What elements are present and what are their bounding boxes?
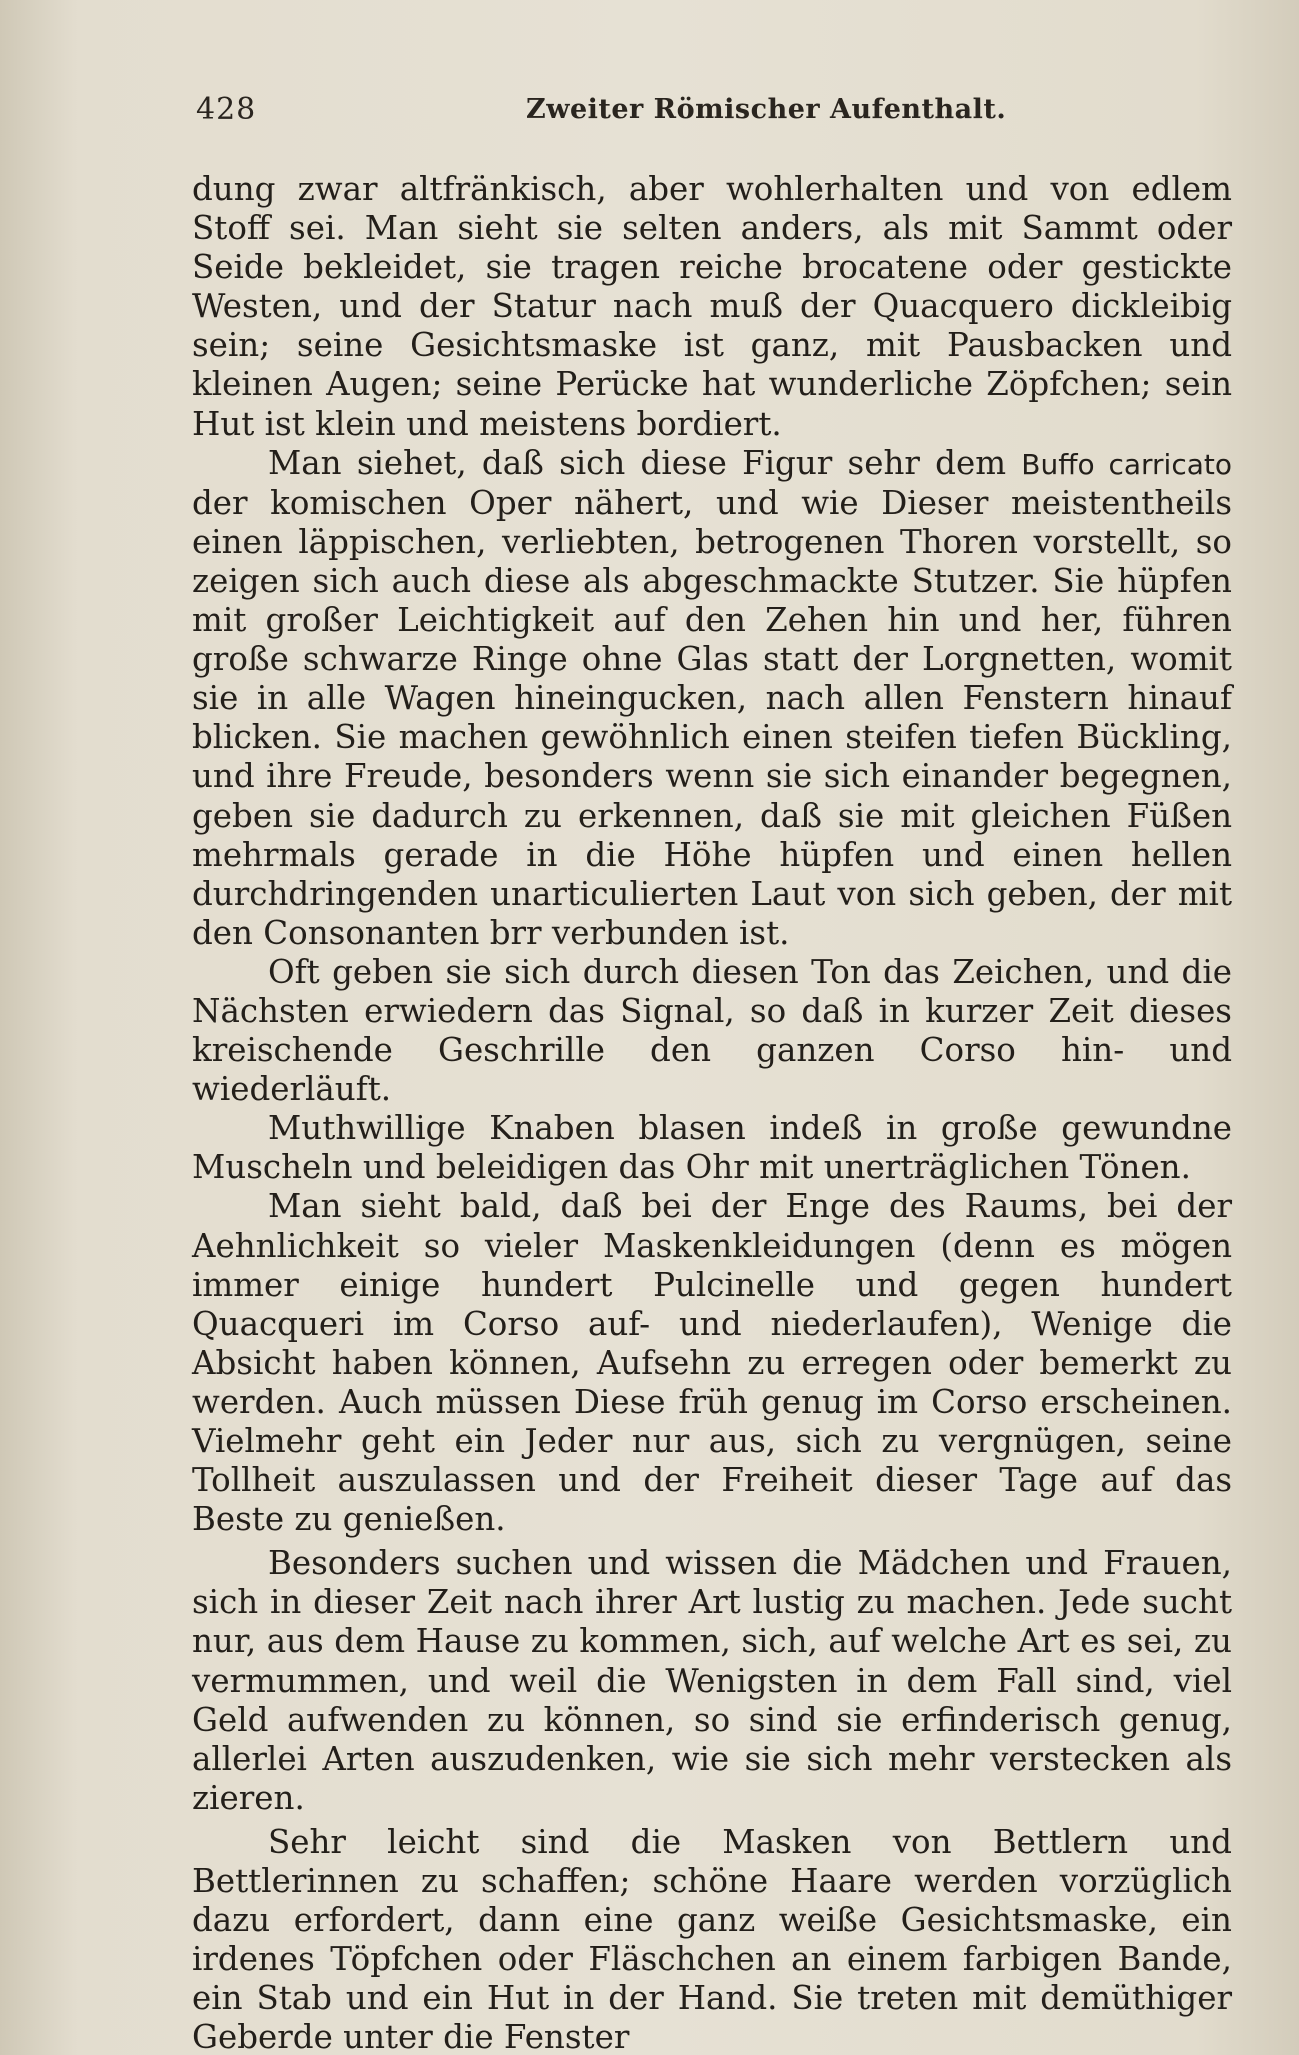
paragraph-2 — [192, 444, 1232, 953]
paragraph-7: Sehr leicht sind die Masken von Bettlern und Bettlerinnen zu schaffen; schöne Haare werden vorzüglich dazu erfordert, dann eine ganz weiße Gesichtsmaske, ein irdenes Töpfchen oder Fläschchen an einem farbigen Bande, ein Stab und ein Hut in der Hand. Sie treten mit demüthiger Geberde unter die Fenster — [192, 1822, 1232, 2055]
paragraph-3: Oft geben sie sich durch diesen Ton das Zeichen, und die Nächsten erwiedern das Signal, so daß in kurzer Zeit dieses kreischende Geschrille den ganzen Corso hin- und wiederläuft. — [192, 952, 1232, 1109]
running-head: Zweiter Römischer Aufenthalt. — [526, 94, 1007, 125]
page-header — [196, 92, 1231, 132]
paragraph-5: Man sieht bald, daß bei der Enge des Raums, bei der Aehnlichkeit so vieler Maskenkleidungen (denn es mögen immer einige hundert Pulcinelle und gegen hundert Quacqueri im Corso auf- und niederlaufen), Wenige die Absicht haben können, Aufsehn zu erregen oder bemerkt zu werden. Auch müssen Diese früh genug im Corso erscheinen. Vielmehr geht ein Jeder nur aus, sich zu vergnügen, seine Tollheit auszulassen und der Freiheit dieser Tage auf das Beste zu genießen. — [192, 1187, 1232, 1539]
paragraph-6: Besonders suchen und wissen die Mädchen und Frauen, sich in dieser Zeit nach ihrer Art lustig zu machen. Jede sucht nur, aus dem Hause zu kommen, sich, auf welche Art es sei, zu vermummen, und weil die Wenigsten in dem Fall sind, viel Geld aufwenden zu können, so sind sie erfinderisch genug, allerlei Arten auszudenken, wie sie sich mehr verstecken als zieren. — [192, 1544, 1232, 1817]
paragraph-2-text-before: Man siehet, daß sich diese Figur sehr dem — [268, 443, 1022, 482]
paragraph-1: dung zwar altfränkisch, aber wohlerhalten und von edlem Stoff sei. Man sieht sie selten anders, als mit Sammt oder Seide bekleidet, sie tragen reiche brocatene oder gestickte Westen, und der Statur nach muß der Quacquero dickleibig sein; seine Gesichtsmaske ist ganz, mit Pausbacken und kleinen Augen; seine Perücke hat wunderliche Zöpfchen; sein Hut ist klein und meistens bordiert. — [192, 170, 1232, 443]
page-number: 428 — [196, 92, 257, 127]
latin-phrase: Buffo carricato — [1021, 447, 1232, 481]
body-text — [192, 170, 1232, 2055]
paragraph-2-text-after: der komischen Oper nähert, und wie Dieser meistentheils einen läppischen, verliebten, betrogenen Thoren vorstellt, so zeigen sich auch diese als abgeschmackte Stutzer. Sie hüpfen mit großer Leichtigkeit auf den Zehen hin und her, führen große schwarze Ringe ohne Glas statt der Lorgnetten, womit sie in alle Wagen hineingucken, nach allen Fenstern hinauf blicken. Sie machen gewöhnlich einen steifen tiefen Bückling, und ihre Freude, besonders wenn sie sich einander begegnen, geben sie dadurch zu erkennen, daß sie mit gleichen Füßen mehrmals gerade in die Höhe hüpfen und einen hellen durchdringenden unarticulierten Laut von sich geben, der mit den Consonanten brr verbunden ist. — [192, 483, 1232, 952]
paragraph-4: Muthwillige Knaben blasen indeß in große gewundne Muscheln und beleidigen das Ohr mit unerträglichen Tönen. — [192, 1109, 1232, 1187]
